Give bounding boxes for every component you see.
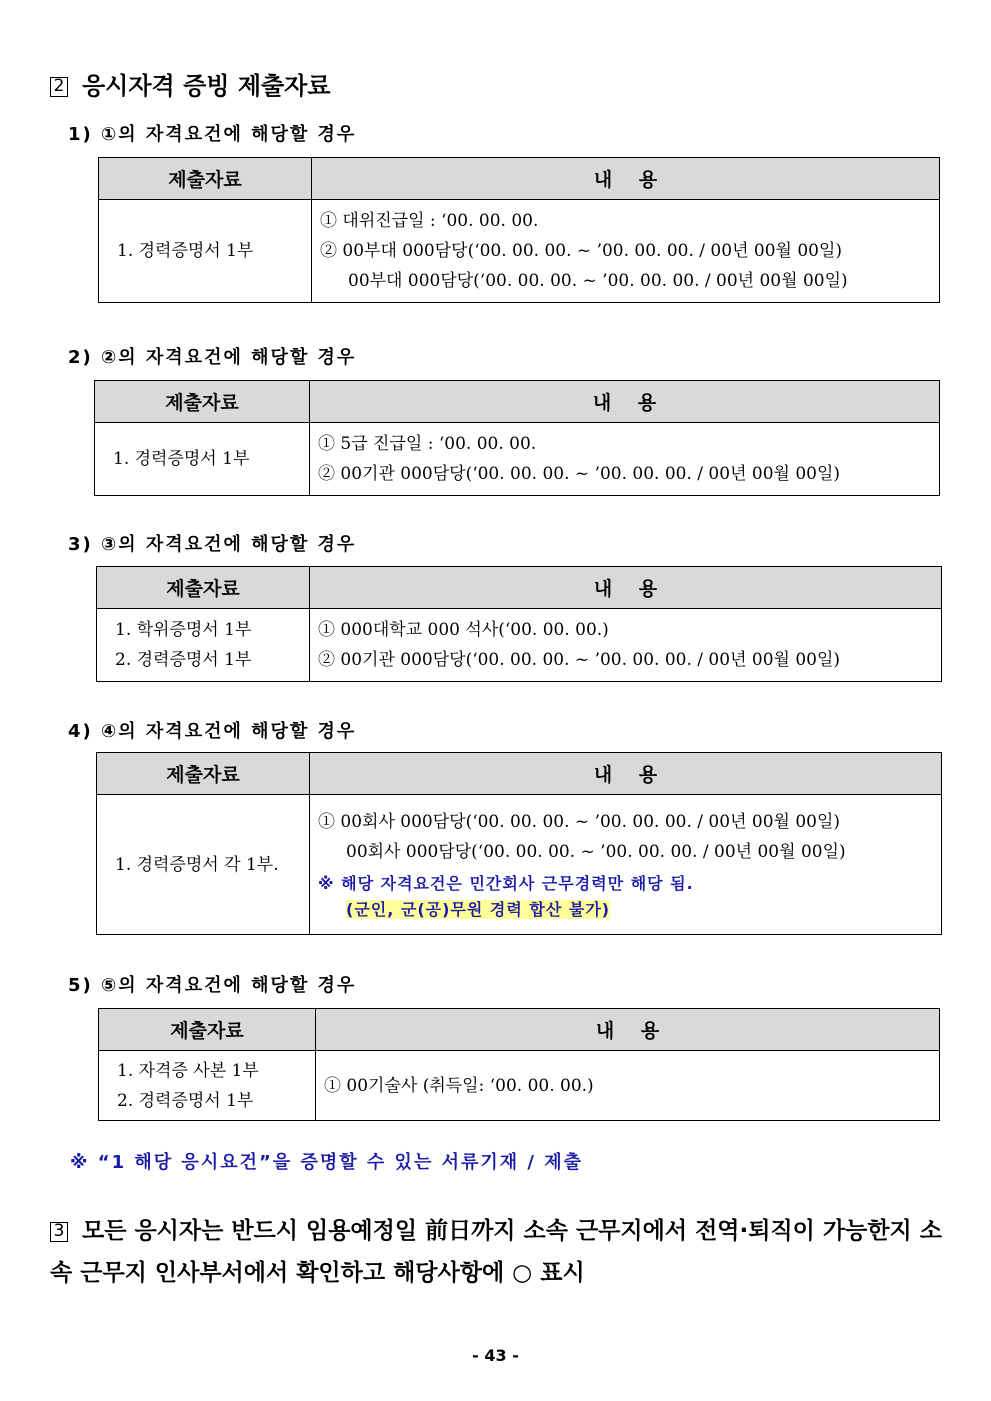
- doc-item: 1. 경력증명서 1부: [113, 449, 250, 469]
- section-3-text: 모든 응시자는 반드시 임용예정일 前日까지 소속 근무지에서 전역·퇴직이 가능한지 소속 근무지 인사부서에서 확인하고 해당사항에 ○ 표시: [50, 1218, 942, 1286]
- sub2-table: [94, 380, 940, 496]
- header-docs: 제출자료: [95, 381, 310, 423]
- content-cell: [310, 609, 942, 682]
- note-line: ※ 해당 자격요건은 민간회사 근무경력만 해당 됨.: [318, 873, 694, 893]
- header-content: 내 용: [316, 1009, 940, 1051]
- sub1-table: [98, 157, 940, 303]
- content-line: ② 00기관 000담당(‘00. 00. 00. ~ ’00. 00. 00. / 00년 00월 00일): [318, 464, 841, 484]
- sub4-table: [96, 752, 942, 935]
- content-line: ① 대위진급일 : ‘00. 00. 00.: [320, 211, 539, 231]
- section-3: [50, 1210, 945, 1294]
- content-line: ① 5급 진급일 : ‘00. 00. 00.: [318, 434, 537, 454]
- header-docs: 제출자료: [97, 753, 310, 795]
- content-cell: [310, 423, 940, 496]
- content-cell: [312, 200, 940, 303]
- doc-item: 1. 자격증 사본 1부: [117, 1060, 259, 1081]
- docs-cell: [97, 609, 310, 682]
- sub4-title: 4) ④의 자격요건에 해당할 경우: [68, 721, 357, 742]
- section-number-box: 2: [50, 77, 68, 97]
- section-2-heading: [50, 66, 331, 101]
- header-content: 내 용: [310, 567, 942, 609]
- section-number-box: 3: [50, 1222, 68, 1242]
- doc-item: 1. 경력증명서 1부: [117, 241, 254, 261]
- header-docs: 제출자료: [99, 158, 312, 200]
- note-line: [318, 897, 933, 923]
- content-cell: [316, 1051, 940, 1121]
- header-content: 내 용: [310, 753, 942, 795]
- sub5-title: 5) ⑤의 자격요건에 해당할 경우: [68, 975, 357, 996]
- footnote: ※ “1 해당 응시요건”을 증명할 수 있는 서류기재 / 제출: [70, 1152, 584, 1173]
- header-content: 내 용: [310, 381, 940, 423]
- doc-item: 1. 학위증명서 1부: [115, 620, 252, 640]
- doc-item: 2. 경력증명서 1부: [117, 1090, 254, 1111]
- content-line: ① 00회사 000담당(‘00. 00. 00. ~ ’00. 00. 00. / 00년 00월 00일): [318, 811, 841, 832]
- content-line: 00회사 000담당(‘00. 00. 00. ~ ’00. 00. 00. / 00년 00월 00일): [346, 841, 846, 862]
- note-highlight: (군인, 군(공)무원 경력 합산 불가): [346, 899, 611, 919]
- content-line: ① 000대학교 000 석사(‘00. 00. 00.): [318, 620, 609, 640]
- doc-item: 2. 경력증명서 1부: [115, 650, 252, 670]
- sub3-table: [96, 566, 942, 682]
- docs-cell: [95, 423, 310, 496]
- sub5-table: [98, 1008, 940, 1121]
- docs-cell: [99, 200, 312, 303]
- content-cell: [310, 795, 942, 935]
- header-docs: 제출자료: [99, 1009, 316, 1051]
- content-line: ① 00기술사 (취득일: ‘00. 00. 00.): [324, 1075, 594, 1096]
- section-title: 응시자격 증빙 제출자료: [82, 72, 331, 100]
- sub3-title: 3) ③의 자격요건에 해당할 경우: [68, 534, 357, 555]
- page-number: - 43 -: [472, 1346, 519, 1365]
- doc-item: 1. 경력증명서 각 1부.: [115, 854, 279, 875]
- header-content: 내 용: [312, 158, 940, 200]
- docs-cell: [99, 1051, 316, 1121]
- content-line: ② 00부대 000담당(‘00. 00. 00. ~ ’00. 00. 00. / 00년 00월 00일): [320, 241, 843, 261]
- header-docs: 제출자료: [97, 567, 310, 609]
- content-line: ② 00기관 000담당(‘00. 00. 00. ~ ’00. 00. 00. / 00년 00월 00일): [318, 650, 841, 670]
- docs-cell: [97, 795, 310, 935]
- sub1-title: 1) ①의 자격요건에 해당할 경우: [68, 124, 357, 145]
- sub2-title: 2) ②의 자격요건에 해당할 경우: [68, 347, 357, 368]
- content-line: 00부대 000담당(‘00. 00. 00. ~ ’00. 00. 00. / 00년 00월 00일): [348, 271, 848, 291]
